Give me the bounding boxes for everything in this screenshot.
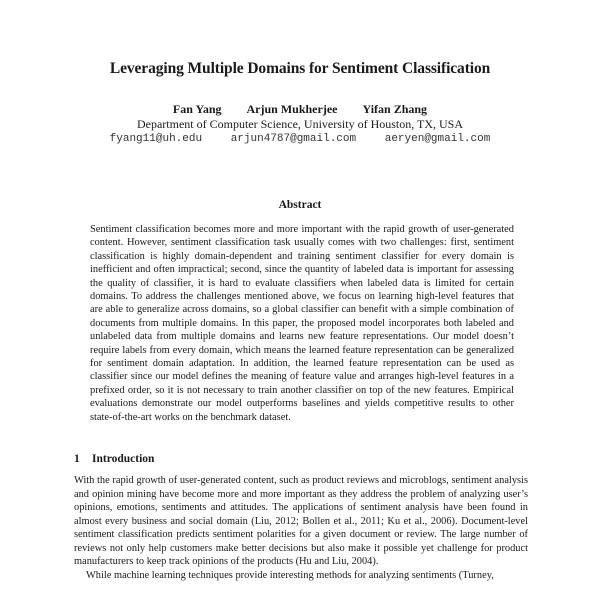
author-list xyxy=(0,102,600,117)
email-list xyxy=(0,133,600,145)
section-number: 1 xyxy=(74,453,80,465)
section-heading xyxy=(74,453,154,465)
author-email: fyang11@uh.edu xyxy=(109,133,203,145)
author-email: arjun4787@gmail.com xyxy=(230,133,357,145)
section-body xyxy=(74,474,528,582)
abstract-text: Sentiment classification becomes more and more important with the rapid growth of user-generated content. However, sentiment classification task usually comes with two challenges: first, sentiment classification is highly domain-dependent and training sentiment classifier for every domain is inefficient and often impractical; second, since the quantity of labeled data is important for assessing the quality of classifier, it is hard to evaluate classifiers when labeled data is limited for certain domains. To address the challenges mentioned above, we focus on learning high-level features that are able to generalize across domains, so a global classifier can benefit with a simple combination of documents from multiple domains. In this paper, the proposed model incorporates both labeled and unlabeled data from multiple domains and learns new feature representations. Our model doesn’t require labels from every domain, which means the learned feature representation can be generalized for sentiment domain adaptation. In addition, the learned feature representation can be used as classifier since our model defines the meaning of feature value and arranges high-level features in a prefixed order, so it is not necessary to train another classifier on top of the new features. Empirical evaluations demonstrate our model outperforms baselines and yields competitive results to other state-of-the-art works on the benchmark dataset. xyxy=(90,224,514,423)
body-paragraph: While machine learning techniques provide interesting methods for analyzing sentiments (Turney, xyxy=(86,569,494,581)
abstract-heading: Abstract xyxy=(278,199,322,211)
body-paragraph: With the rapid growth of user-generated content, such as product reviews and microblogs, sentiment analysis and opinion mining have become more and more important as they address the problem of analyzing user’s opinions, emotions, sentiments and attitudes. The applications of sentiment analysis have been found in almost every business and social domain (Liu, 2012; Bollen et al., 2011; Ku et al., 2006). Document-level sentiment classification predicts sentiment polarities for a given document or review. The large number of reviews not only help customers make better decisions but also make it possible yet challenge for product manufacturers to keep track opinions of the products (Hu and Liu, 2004). xyxy=(74,475,528,567)
author-name: Yifan Zhang xyxy=(362,102,428,116)
section-title: Introduction xyxy=(92,453,155,465)
author-name: Fan Yang xyxy=(172,102,222,116)
paper-title: Leveraging Multiple Domains for Sentiment Classification xyxy=(109,60,491,77)
author-name: Arjun Mukherjee xyxy=(246,102,338,116)
affiliation: Department of Computer Science, University of Houston, TX, USA xyxy=(136,117,464,131)
author-email: aeryen@gmail.com xyxy=(384,133,491,145)
